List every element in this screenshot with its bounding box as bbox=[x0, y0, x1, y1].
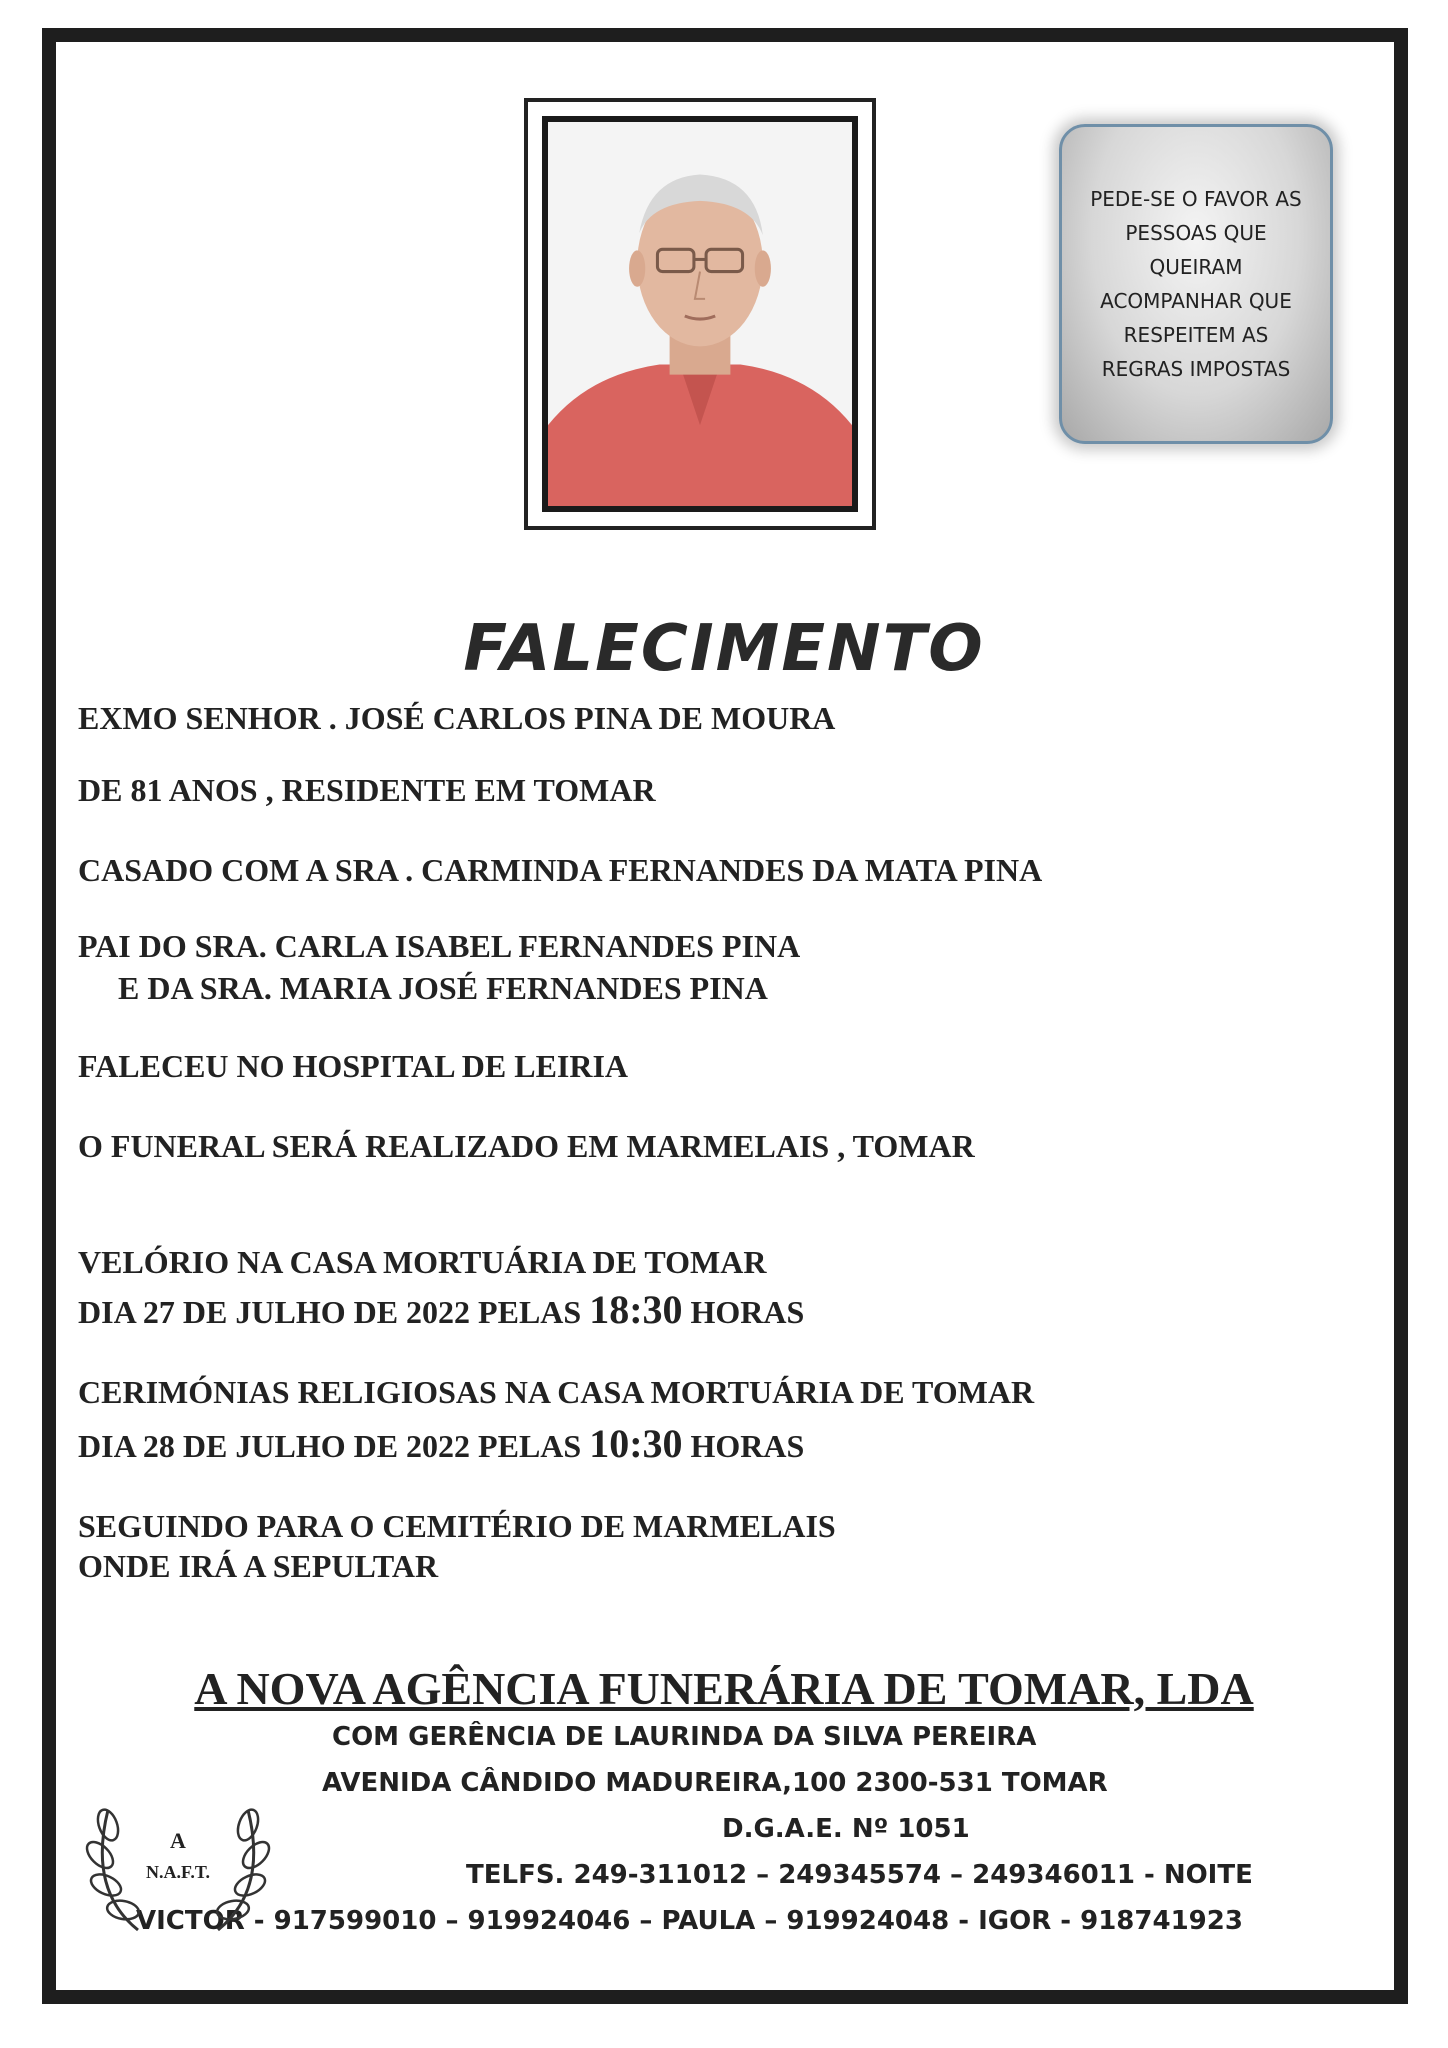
wake-datetime bbox=[78, 1286, 804, 1333]
notice-line: PEDE-SE O FAVOR AS bbox=[1090, 187, 1302, 211]
laurel-wreath-icon bbox=[78, 1770, 278, 1950]
children-line-1: PAI DO SRA. CARLA ISABEL FERNANDES PINA bbox=[78, 928, 801, 964]
place-of-death: FALECEU NO HOSPITAL DE LEIRIA bbox=[78, 1048, 629, 1084]
agency-address: AVENIDA CÂNDIDO MADUREIRA,100 2300-531 TOMAR bbox=[322, 1768, 1108, 1798]
wake-time: 18:30 bbox=[589, 1287, 683, 1332]
portrait-illustration bbox=[548, 122, 852, 506]
agency-contacts: VICTOR - 917599010 – 919924046 – PAULA – 919924048 - IGOR - 918741923 bbox=[136, 1906, 1243, 1936]
agency-phones: TELFS. 249-311012 – 249345574 – 249346011 - NOITE bbox=[466, 1860, 1253, 1890]
portrait-photo bbox=[542, 116, 858, 512]
ceremony-datetime bbox=[78, 1420, 804, 1467]
age-prefix: DE bbox=[78, 772, 123, 808]
notice-line: QUEIRAM bbox=[1149, 255, 1243, 279]
age-suffix: ANOS , RESIDENTE EM TOMAR bbox=[168, 772, 656, 808]
funeral-location: O FUNERAL SERÁ REALIZADO EM MARMELAIS , TOMAR bbox=[78, 1128, 975, 1164]
burial-line-1: SEGUINDO PARA O CEMITÉRIO DE MARMELAIS bbox=[78, 1508, 836, 1544]
children-line-2: E DA SRA. MARIA JOSÉ FERNANDES PINA bbox=[118, 970, 768, 1006]
ceremony-title: CERIMÓNIAS RELIGIOSAS NA CASA MORTUÁRIA DE TOMAR bbox=[78, 1374, 1035, 1410]
ceremony-time: 10:30 bbox=[589, 1421, 683, 1466]
headline: FALECIMENTO bbox=[463, 612, 985, 686]
wake-date: DIA 27 DE JULHO DE 2022 PELAS bbox=[78, 1294, 582, 1330]
notice-text bbox=[1090, 182, 1302, 386]
notice-line: REGRAS IMPOSTAS bbox=[1101, 357, 1291, 381]
notice-line: ACOMPANHAR QUE bbox=[1100, 289, 1292, 313]
wake-title: VELÓRIO NA CASA MORTUÁRIA DE TOMAR bbox=[78, 1244, 767, 1280]
seal-initials: N.A.F.T. bbox=[145, 1862, 211, 1882]
agency-management: COM GERÊNCIA DE LAURINDA DA SILVA PEREIRA bbox=[332, 1722, 1037, 1752]
spouse-line: CASADO COM A SRA . CARMINDA FERNANDES DA MATA PINA bbox=[78, 852, 1043, 888]
wake-hours: HORAS bbox=[690, 1294, 805, 1330]
notice-box bbox=[1059, 124, 1333, 444]
ceremony-hours: HORAS bbox=[690, 1428, 805, 1464]
agency-name: A NOVA AGÊNCIA FUNERÁRIA DE TOMAR, LDA bbox=[194, 1663, 1254, 1714]
notice-line: PESSOAS QUE bbox=[1125, 221, 1267, 245]
naft-seal bbox=[78, 1770, 278, 1950]
deceased-name: EXMO SENHOR . JOSÉ CARLOS PINA DE MOURA bbox=[78, 700, 836, 736]
agency-license: D.G.A.E. Nº 1051 bbox=[722, 1814, 970, 1844]
age-value: 81 bbox=[130, 772, 163, 808]
burial-line-2: ONDE IRÁ A SEPULTAR bbox=[78, 1548, 439, 1584]
notice-line: RESPEITEM AS bbox=[1123, 323, 1269, 347]
age-residence bbox=[78, 772, 656, 809]
seal-letter: A bbox=[170, 1828, 186, 1853]
ceremony-date: DIA 28 DE JULHO DE 2022 PELAS bbox=[78, 1428, 582, 1464]
portrait-frame bbox=[524, 98, 876, 530]
